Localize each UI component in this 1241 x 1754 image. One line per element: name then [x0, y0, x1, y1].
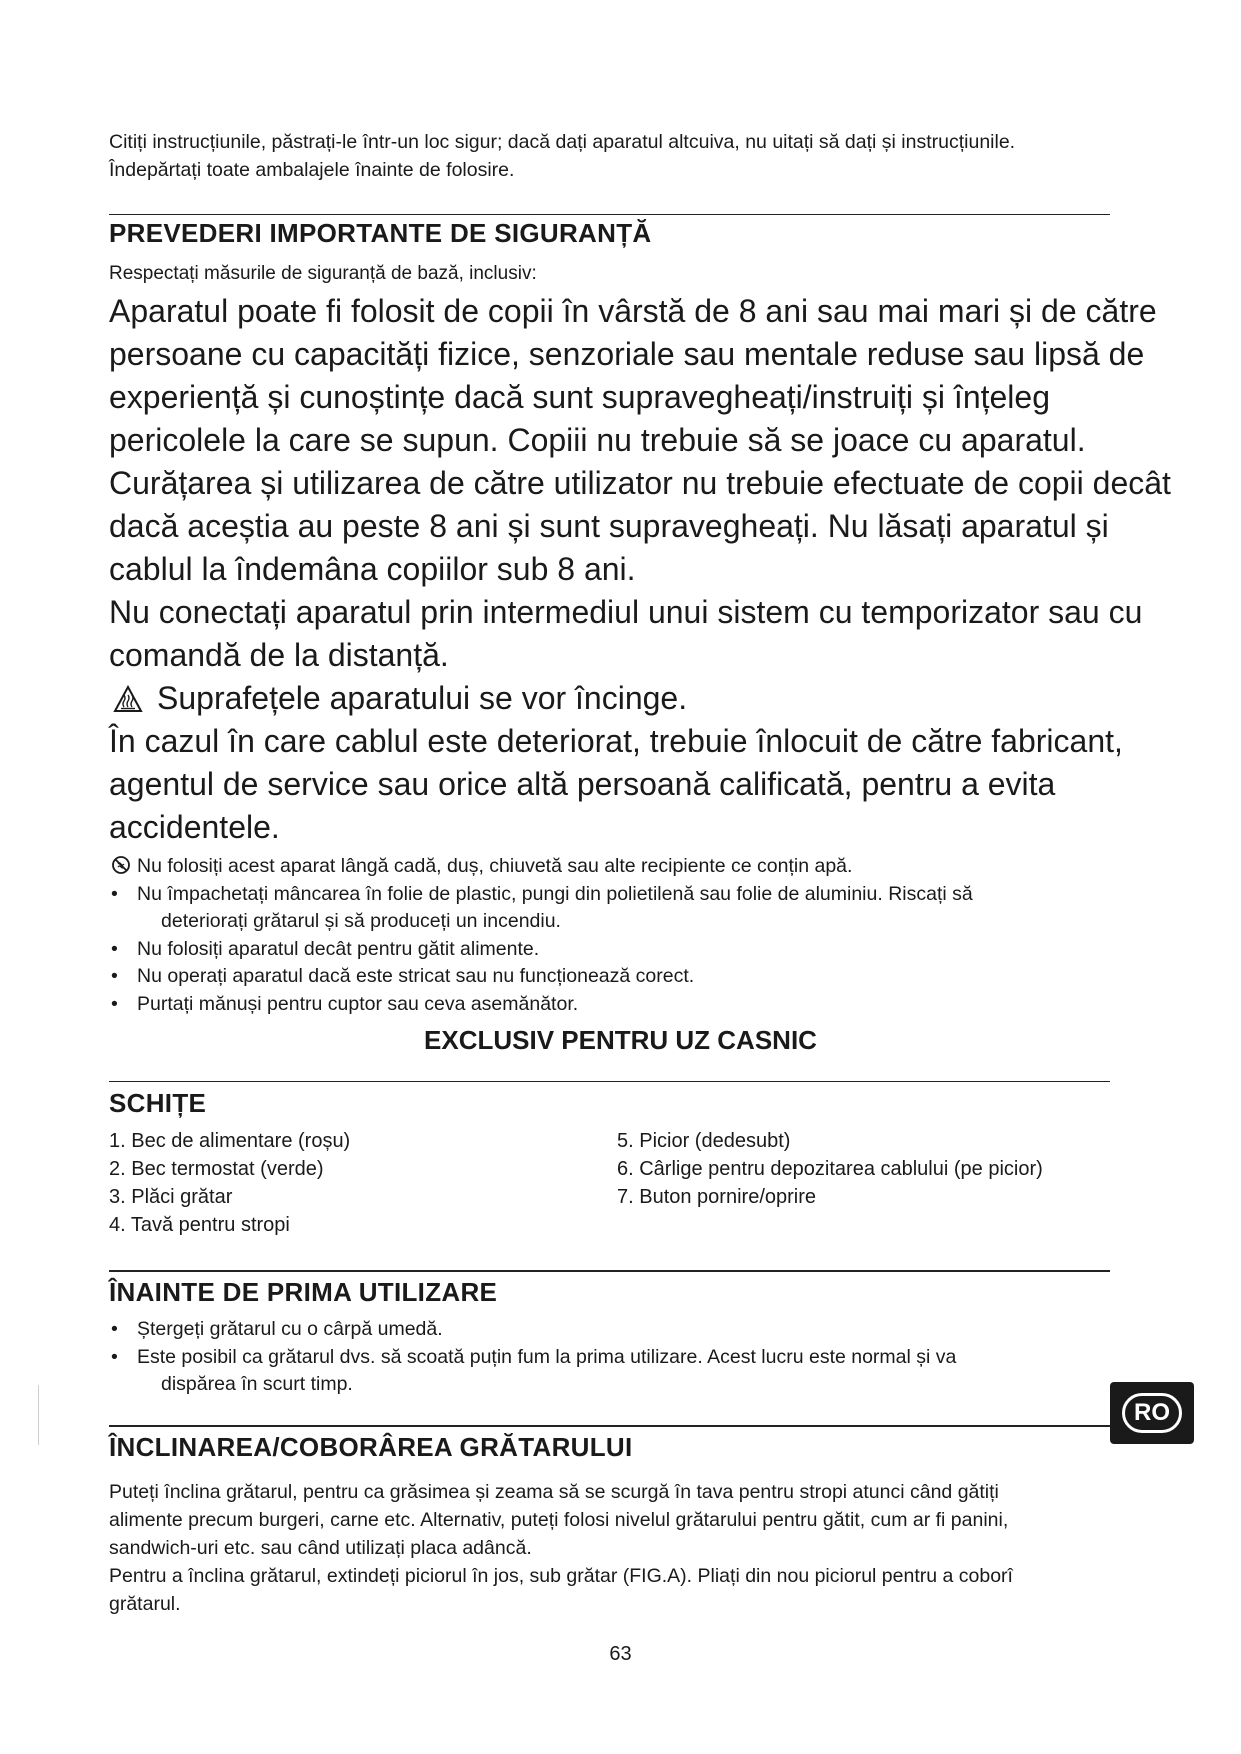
bullet: • — [111, 965, 118, 987]
list-item: 4. Tavă pentru stropi — [109, 1214, 290, 1236]
list-item: 6. Cârlige pentru depozitarea cablului (pe picior) — [617, 1158, 1043, 1180]
page-number: 63 — [609, 1643, 632, 1665]
list-item — [109, 881, 1129, 909]
safety-line: Curățarea și utilizarea de către utilizator nu trebuie efectuate de copii decât — [109, 465, 1171, 501]
list-item-text: Nu folosiți aparatul decât pentru gătit alimente. — [137, 937, 540, 960]
safety-line: pericolele la care se supun. Copiii nu trebuie să se joace cu aparatul. — [109, 422, 1086, 458]
list-item: 1. Bec de alimentare (roșu) — [109, 1130, 351, 1152]
language-badge — [1110, 1382, 1194, 1444]
divider — [109, 1081, 1110, 1082]
bullet: • — [111, 1345, 118, 1368]
bullet: • — [111, 937, 118, 960]
list-item: 7. Buton pornire/oprire — [617, 1186, 817, 1208]
list-item-text: Este posibil ca grătarul dvs. să scoată puțin fum la prima utilizare. Acest lucru este normal și va — [137, 1345, 957, 1368]
hot-surface-text: Suprafețele aparatului se vor încinge. — [157, 680, 688, 716]
divider — [109, 1425, 1110, 1427]
first-use-heading: ÎNAINTE DE PRIMA UTILIZARE — [109, 1277, 498, 1307]
bullet: • — [111, 1318, 118, 1340]
intro-line: Citiți instrucțiunile, păstrați-le într-un loc sigur; dacă dați aparatul altcuiva, nu uitați să dați și instrucțiunile. — [109, 131, 1016, 153]
safety-main-text — [109, 290, 1171, 849]
safety-line: comandă de la distanță. — [109, 637, 449, 673]
safety-list — [109, 853, 1129, 1018]
safety-line: cablul la îndemâna copiilor sub 8 ani. — [109, 551, 636, 587]
divider — [109, 1270, 1110, 1272]
list-item-text: Nu operați aparatul dacă este stricat sau nu funcționează corect. — [137, 965, 695, 987]
no-water-text: Nu folosiți acest aparat lângă cadă, duș, chiuvetă sau alte recipiente ce conțin apă. — [137, 855, 853, 877]
safety-line: dacă aceștia au peste 8 ani și sunt supravegheați. Nu lăsați aparatul și — [109, 508, 1109, 544]
sketches-list-left — [109, 1127, 350, 1239]
list-item-text: Nu împachetați mâncarea în folie de plastic, pungi din polietilenă sau folie de aluminiu. Riscați să — [137, 882, 973, 905]
cable-line: accidentele. — [109, 809, 280, 845]
bullet: • — [111, 882, 118, 905]
safety-line: persoane cu capacități fizice, senzoriale sau mentale reduse sau lipsă de — [109, 336, 1145, 372]
bullet: • — [111, 992, 118, 1015]
language-badge-label: RO — [1122, 1393, 1182, 1433]
list-item: 5. Picior (dedesubt) — [617, 1130, 791, 1152]
sketches-heading: SCHIȚE — [109, 1088, 207, 1118]
first-use-list — [109, 1316, 1129, 1399]
list-item-text: Purtați mănuși pentru cuptor sau ceva asemănător. — [137, 992, 579, 1015]
paragraph-line: Pentru a înclina grătarul, extindeți piciorul în jos, sub grătar (FIG.A). Pliați din nou piciorul pentru a coborî — [109, 1565, 1013, 1587]
list-item-text: Ștergeți grătarul cu o cârpă umedă. — [137, 1318, 443, 1340]
intro-line: Îndepărtați toate ambalajele înainte de folosire. — [109, 159, 515, 181]
paragraph-line: alimente precum burgeri, carne etc. Alternativ, puteți folosi nivelul grătarului pentru gătit, cum ar fi panini, — [109, 1509, 1009, 1531]
paragraph-line: Puteți înclina grătarul, pentru ca grăsimea și zeama să se scurgă în tava pentru stropi atunci când gătiți — [109, 1481, 999, 1503]
no-water-icon — [109, 853, 137, 881]
intro-text — [109, 128, 1129, 184]
household-use-heading: EXCLUSIV PENTRU UZ CASNIC — [424, 1025, 817, 1055]
sketches-list-right — [617, 1127, 1043, 1211]
list-item-continuation: deteriorați grătarul și să produceți un incendiu. — [161, 910, 561, 932]
tilt-paragraph — [109, 1478, 1129, 1618]
list-item — [109, 936, 1129, 964]
list-item — [109, 991, 1129, 1019]
safety-line: Nu conectați aparatul prin intermediul unui sistem cu temporizator sau cu — [109, 594, 1143, 630]
hot-surface-warning — [109, 677, 1139, 720]
margin-mark — [38, 1385, 39, 1445]
paragraph-line: grătarul. — [109, 1593, 181, 1615]
safety-line: Aparatul poate fi folosit de copii în vârstă de 8 ani sau mai mari și de către — [109, 293, 1157, 329]
safety-subheading: Respectați măsurile de siguranță de bază, inclusiv: — [109, 263, 537, 284]
list-item — [109, 1316, 1129, 1344]
safety-line: experiență și cunoștințe dacă sunt supravegheați/instruiți și înțeleg — [109, 379, 1050, 415]
list-item: 3. Plăci grătar — [109, 1186, 233, 1208]
list-item — [109, 1344, 1129, 1372]
paragraph-line: sandwich-uri etc. sau când utilizați placa adâncă. — [109, 1537, 532, 1559]
list-item-continuation: dispărea în scurt timp. — [161, 1373, 353, 1395]
divider — [109, 214, 1110, 215]
no-water-item — [109, 853, 1129, 881]
hot-surface-icon — [113, 685, 143, 713]
cable-line: agentul de service sau orice altă persoană calificată, pentru a evita — [109, 766, 1056, 802]
list-item — [109, 963, 1129, 991]
tilt-heading: ÎNCLINAREA/COBORÂREA GRĂTARULUI — [109, 1432, 633, 1462]
list-item: 2. Bec termostat (verde) — [109, 1158, 324, 1180]
cable-line: În cazul în care cablul este deteriorat, trebuie înlocuit de către fabricant, — [109, 723, 1123, 759]
safety-heading: PREVEDERI IMPORTANTE DE SIGURANȚĂ — [109, 218, 652, 248]
